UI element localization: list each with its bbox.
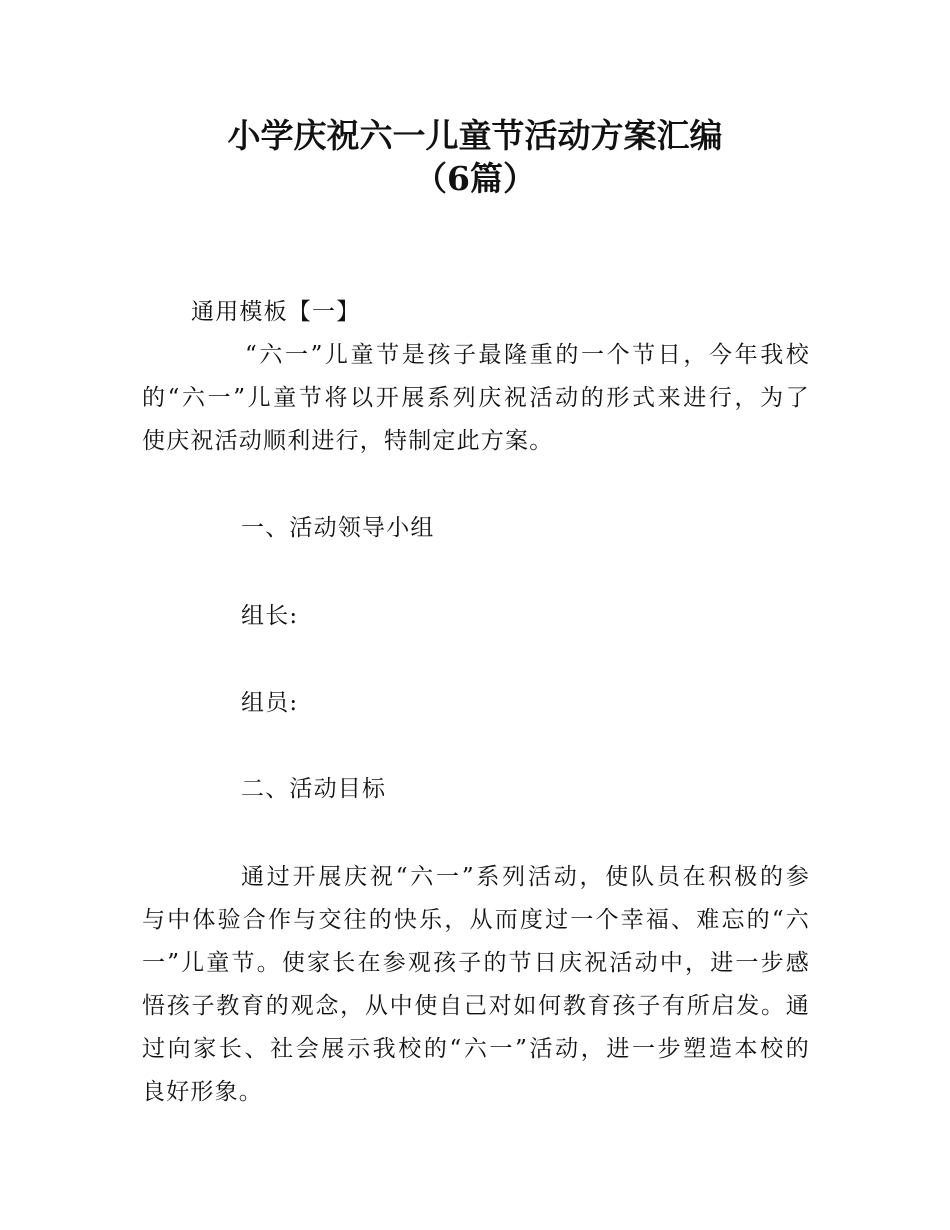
heading-activity-goals: 二、活动目标 — [241, 776, 387, 802]
intro-line-2: 的“六一”儿童节将以开展系列庆祝活动的形式来进行，为了 — [142, 385, 810, 411]
goal-line-6: 良好形象。 — [142, 1079, 263, 1105]
intro-line-1: “六一”儿童节是孩子最隆重的一个节日，今年我校 — [245, 342, 810, 368]
document-title-count: （6篇） — [414, 159, 536, 198]
group-members-label: 组员: — [241, 690, 299, 716]
group-leader-label: 组长: — [241, 603, 299, 629]
goal-line-3: 一”儿童节。使家长在参观孩子的节日庆祝活动中，进一步感 — [142, 950, 810, 976]
goal-line-1: 通过开展庆祝“六一”系列活动，使队员在积极的参 — [241, 864, 810, 890]
document-title: 小学庆祝六一儿童节活动方案汇编 — [227, 116, 723, 155]
goal-line-5: 过向家长、社会展示我校的“六一”活动，进一步塑造本校的 — [142, 1036, 810, 1062]
goal-line-4: 悟孩子教育的观念，从中使自己对如何教育孩子有所启发。通 — [142, 993, 810, 1019]
intro-line-3: 使庆祝活动顺利进行，特制定此方案。 — [142, 428, 554, 454]
section-label: 通用模板【一】 — [191, 299, 361, 325]
heading-leadership-group: 一、活动领导小组 — [241, 515, 435, 541]
goal-line-2: 与中体验合作与交往的快乐，从而度过一个幸福、难忘的“六 — [142, 907, 810, 933]
